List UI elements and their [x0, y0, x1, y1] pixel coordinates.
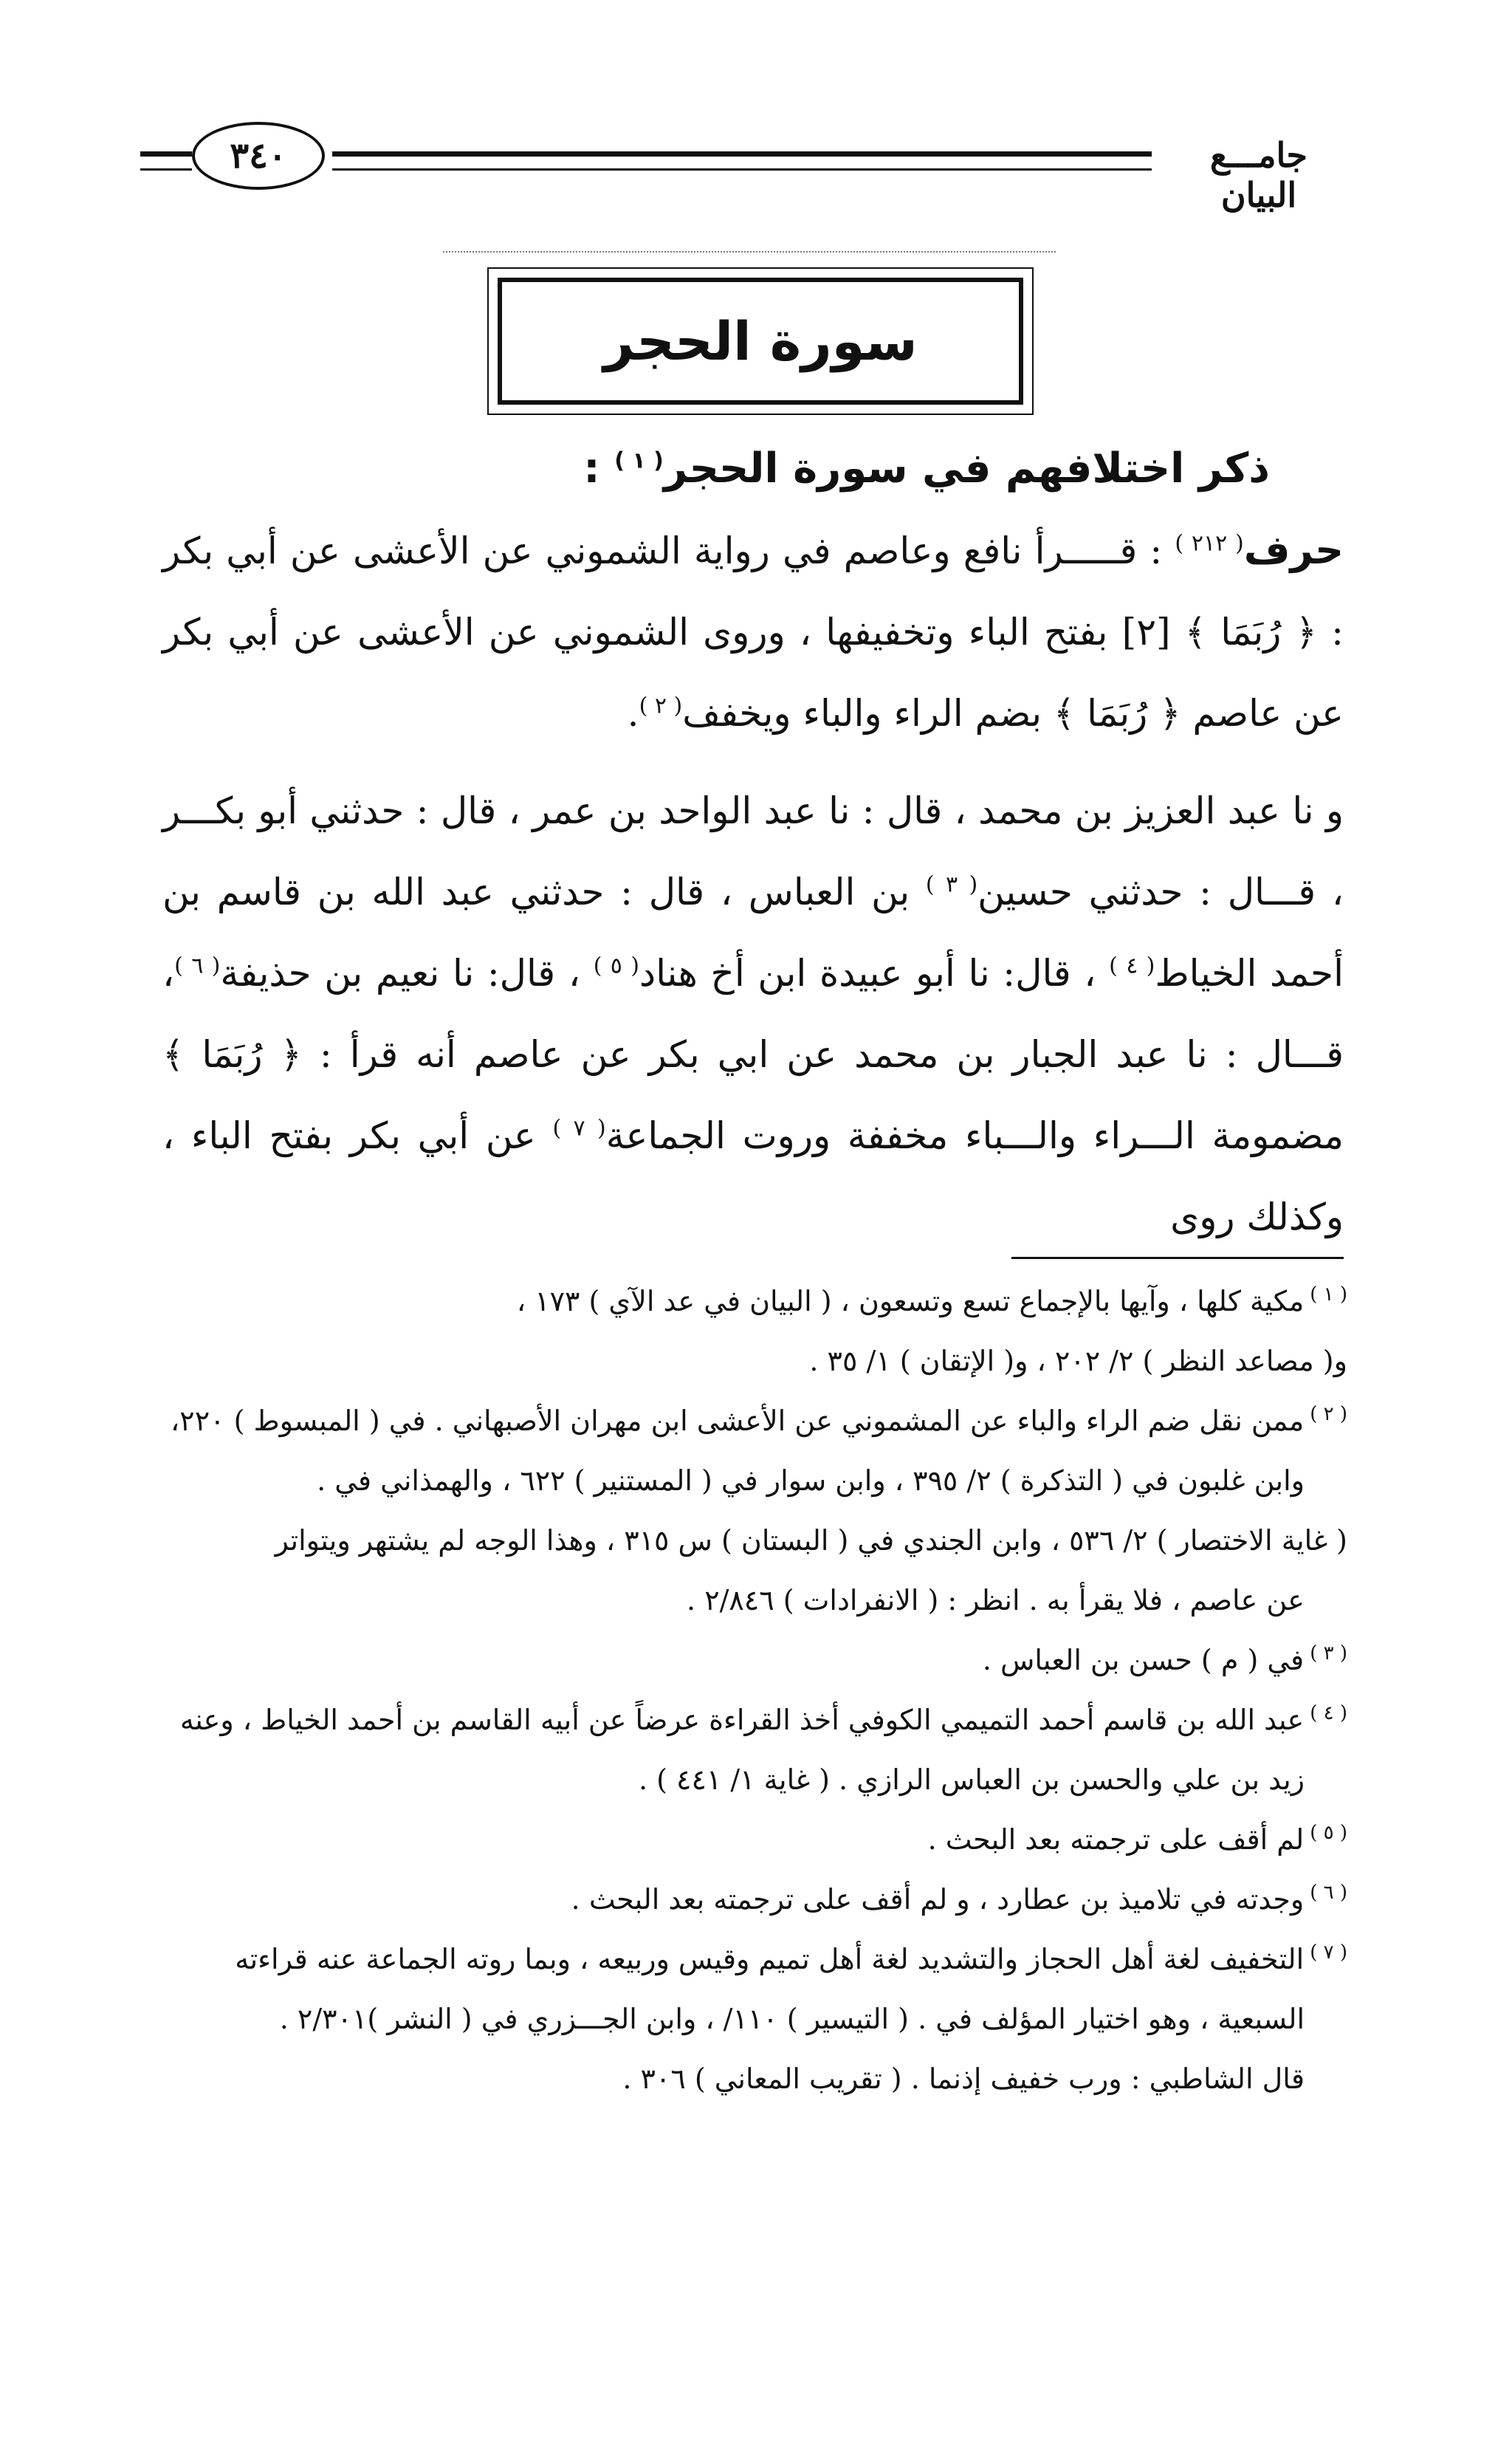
footnote-number: ( ٤ )	[1310, 1702, 1347, 1725]
footnote-5	[166, 1810, 1347, 1870]
footnote-1-cont	[166, 1331, 1347, 1391]
harf-number: ( ٢١٢ )	[1175, 530, 1244, 557]
isnad-text-a: و نا عبد العزيز بن محمد ، قال : نا عبد الواحد بن عمر ، قال : حدثني أبو بكـــر ، قـــال : حدثني حسين	[162, 789, 1344, 913]
surah-title-frame	[487, 267, 1034, 415]
title-dotted-rule	[443, 251, 1056, 253]
main-text	[162, 428, 1344, 1258]
footnote-line: عبد الله بن قاسم أحمد التميمي الكوفي أخذ القراءة عرضاً عن أبيه القاسم بن أحمد الخياط ، وعنه	[179, 1704, 1305, 1736]
footnote-4-cont	[166, 1750, 1347, 1810]
footnote-ref-2: ( ٢ )	[639, 693, 683, 719]
footnote-ref-4: ( ٤ )	[1109, 953, 1155, 979]
footnote-ref-6: ( ٦ )	[174, 953, 221, 979]
footnote-6	[166, 1870, 1347, 1930]
footnote-ref-7: ( ٧ )	[552, 1115, 606, 1142]
footnote-line: في ( م ) حسن بن العباس .	[982, 1644, 1305, 1676]
harf-label: حرف	[1243, 527, 1344, 573]
footnote-ref-3: ( ٣ )	[925, 871, 978, 898]
section-heading	[162, 428, 1344, 510]
footnote-number: ( ٦ )	[1310, 1882, 1347, 1904]
footnote-2-cont	[166, 1571, 1347, 1631]
footnote-2-cont	[166, 1511, 1347, 1571]
header-rule-left	[140, 151, 192, 171]
footnote-number: ( ١ )	[1310, 1283, 1347, 1306]
footnote-2-cont	[166, 1451, 1347, 1511]
isnad-text-b: بن العباس ، قال : حدثني عبد الله بن قاسم بن أحمد الخياط	[162, 871, 1344, 995]
isnad-text-e: ، قـــال : نا عبد الجبار بن محمد عن ابي بكر عن عاصم أنه قرأ : ﴿ رُبَمَا ﴾ مضمومة الـــراء والـــباء مخففة وروت الجماعة	[162, 952, 1344, 1157]
footnote-3	[166, 1631, 1347, 1690]
paragraph-harf-text: : قـــــرأ نافع وعاصم في رواية الشموني عن الأعشى عن أبي بكر : ﴿ رُبَمَا ﴾ [٢] بفتح الباء وتخفيفها ، وروى الشموني عن الأعشى عن أبي بكر عن عاصم ﴿ رُبَمَا ﴾ بضم الراء والباء ويخفف	[162, 529, 1344, 735]
surah-title: سورة الحجر	[603, 310, 918, 372]
paragraph-harf	[162, 510, 1344, 754]
footnote-line: السبعية ، وهو اختيار المؤلف في . ( التيسير ) ١١٠/ ، وابن الجـــزري في ( النشر )٢/٣٠١ .	[279, 2003, 1305, 2035]
footnote-number: ( ٣ )	[1310, 1642, 1347, 1665]
section-heading-text: ذكر اختلافهم في سورة الحجر	[663, 445, 1270, 493]
footnote-2	[166, 1391, 1347, 1451]
page-number: ٣٤٠	[192, 122, 325, 190]
footnote-7-cont	[166, 2049, 1347, 2109]
footnote-separator	[1011, 1257, 1344, 1259]
footnote-line: لم أقف على ترجمته بعد البحث .	[927, 1823, 1305, 1856]
footnote-line: التخفيف لغة أهل الحجاز والتشديد لغة أهل تميم وقيس وربيعه ، وبما روته الجماعة عنه قراءته	[235, 1943, 1305, 1975]
footnote-line: قال الشاطبي : ورب خفيف إذنما . ( تقريب المعاني ) ٣٠٦ .	[622, 2062, 1305, 2095]
footnote-1	[166, 1272, 1347, 1331]
footnote-line: وجدته في تلاميذ بن عطارد ، و لم أقف على ترجمته بعد البحث .	[571, 1883, 1305, 1916]
footnote-line: ممن نقل ضم الراء والباء عن المشموني عن الأعشى ابن مهران الأصبهاني . في ( المبسوط ) ٢٢٠،	[171, 1405, 1305, 1437]
footnote-7	[166, 1930, 1347, 1989]
paragraph-harf-end: .	[627, 692, 639, 735]
footnote-ref-1: ( ١ )	[614, 448, 664, 474]
footnote-7-cont	[166, 1989, 1347, 2049]
isnad-text-d: ، قال: نا نعيم بن حذيفة	[220, 952, 594, 995]
surah-title-inner-frame	[498, 278, 1023, 405]
header-rule	[332, 151, 1152, 171]
footnote-line: وابن غلبون في ( التذكرة ) ٢/ ٣٩٥ ، وابن سوار في ( المستنير ) ٦٢٢ ، والهمذاني في .	[317, 1464, 1305, 1497]
section-heading-colon: :	[583, 445, 615, 493]
paragraph-isnad	[162, 770, 1344, 1258]
footnote-4	[166, 1690, 1347, 1750]
footnote-line: عن عاصم ، فلا يقرأ به . انظر : ( الانفرادات ) ٢/٨٤٦ .	[687, 1584, 1305, 1616]
isnad-text-c: ، قال: نا أبو عبيدة ابن أخ هناد	[639, 952, 1110, 995]
running-header	[140, 122, 1351, 215]
footnote-line: ( غاية الاختصار ) ٢/ ٥٣٦ ، وابن الجندي في ( البستان ) س ٣١٥ ، وهذا الوجه لم يشتهر ويتواتر	[275, 1524, 1347, 1557]
book-title: جامـــع البيان	[1209, 135, 1307, 215]
footnote-number: ( ٢ )	[1310, 1403, 1347, 1426]
footnote-ref-5: ( ٥ )	[593, 953, 639, 979]
footnote-line: و( مصاعد النظر ) ٢/ ٢٠٢ ، و( الإتقان ) ١/ ٣٥ .	[809, 1345, 1347, 1377]
footnote-number: ( ٧ )	[1310, 1941, 1347, 1964]
footnotes	[166, 1272, 1347, 2109]
footnote-number: ( ٥ )	[1310, 1822, 1347, 1845]
isnad-text-f: عن أبي بكر بفتح الباء ، وكذلك روى	[162, 1114, 1344, 1238]
footnote-line: زيد بن علي والحسن بن العباس الرازي . ( غاية ١/ ٤٤١ ) .	[638, 1763, 1305, 1796]
footnote-line: مكية كلها ، وآيها بالإجماع تسع وتسعون ، ( البيان في عد الآي ) ١٧٣ ،	[516, 1285, 1305, 1317]
